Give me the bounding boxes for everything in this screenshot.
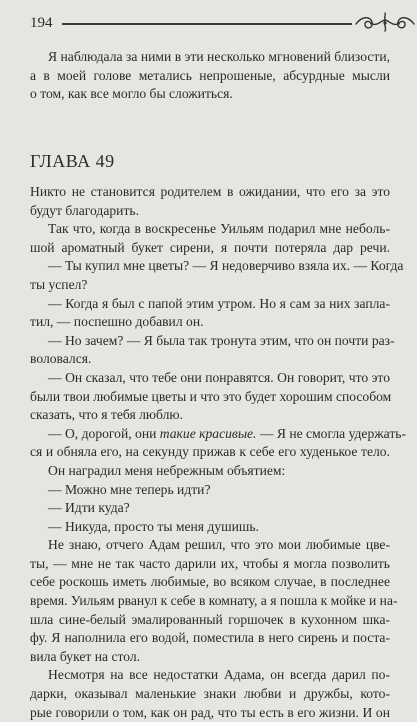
text-line: фу. Я наполнила его водой, поместила в него сирень и поста-	[30, 630, 390, 646]
text-line: себе роскошь иметь любимые, во всяком случае, в последнее	[30, 574, 390, 590]
page-header	[30, 12, 390, 36]
text-line: — Идти куда?	[48, 500, 130, 516]
text-line: были твои любимые цветы и что это будет хорошим способом	[30, 388, 392, 404]
text-line: вила букет на стол.	[30, 648, 141, 664]
text-line: — Ты купил мне цветы? — Я недоверчиво взяла их. — Когда	[48, 258, 404, 274]
intro-paragraph	[30, 48, 390, 104]
italic-text: такие красивые.	[159, 425, 257, 441]
text-line: — Он сказал, что тебе они понравятся. Он говорит, что это	[48, 369, 390, 385]
text-line: тил, — поспешно добавил он.	[30, 314, 204, 330]
text-line: — Никуда, просто ты меня душишь.	[48, 518, 259, 534]
text-line: Несмотря на все недостатки Адама, он всегда дарил по-	[48, 667, 390, 683]
text-line: дарки, оказывал маленькие знаки любви и дружбы, кото-	[30, 686, 390, 702]
text-line: ты, — мне не так часто дарили их, чтобы я могла позволить	[30, 555, 390, 571]
text-segment: — Я не смогла удержать-	[256, 425, 406, 441]
text-line: Он наградил меня небрежным объятием:	[48, 462, 286, 478]
text-line: время. Уильям рванул к себе в комнату, а я пошла к мойке и на-	[30, 593, 398, 609]
text-line: воловался.	[30, 351, 92, 367]
text-segment: — О, дорогой, они	[48, 425, 160, 441]
flourish-icon	[354, 12, 416, 34]
text-line: шой ароматный букет сирени, я почти потеряла дар речи.	[30, 239, 390, 255]
text-line: а в моей голове метались непрошеные, абсурдные мысли	[30, 67, 390, 83]
text-line: о том, как все могло бы сложиться.	[30, 86, 233, 102]
text-line: ты успел?	[30, 276, 88, 292]
page-number: 194	[30, 15, 53, 31]
text-line	[30, 425, 406, 444]
text-line: — Когда я был с папой этим утром. Но я сам за них запла-	[48, 295, 390, 311]
text-line: Никто не становится родителем в ожидании, что его за это	[30, 184, 390, 199]
chapter-title: ГЛАВА 49	[30, 151, 115, 171]
text-line: Не знаю, отчего Адам решил, что это мои любимые цве-	[48, 537, 390, 553]
text-line: будут благодарить.	[30, 202, 139, 218]
text-line: — Но зачем? — Я была так тронута этим, что он почти раз-	[48, 332, 395, 348]
text-line: сказать, что я тебя люблю.	[30, 407, 183, 423]
text-line: рые говорили о том, как он рад, что ты есть в его жизни. И он	[30, 704, 390, 720]
text-line: шла сине-белый эмалированный горшочек в кухонном шка-	[30, 611, 390, 627]
chapter-body	[30, 183, 406, 722]
text-line: ся и обняла его, на секунду прижав к себе его худенькое тело.	[30, 444, 390, 460]
text-line: Я наблюдала за ними в эти несколько мгновений близости,	[48, 49, 390, 64]
text-line: — Можно мне теперь идти?	[48, 481, 211, 497]
header-rule	[62, 23, 352, 25]
text-line: Так что, когда в воскресенье Уильям подарил мне неболь-	[48, 221, 390, 237]
